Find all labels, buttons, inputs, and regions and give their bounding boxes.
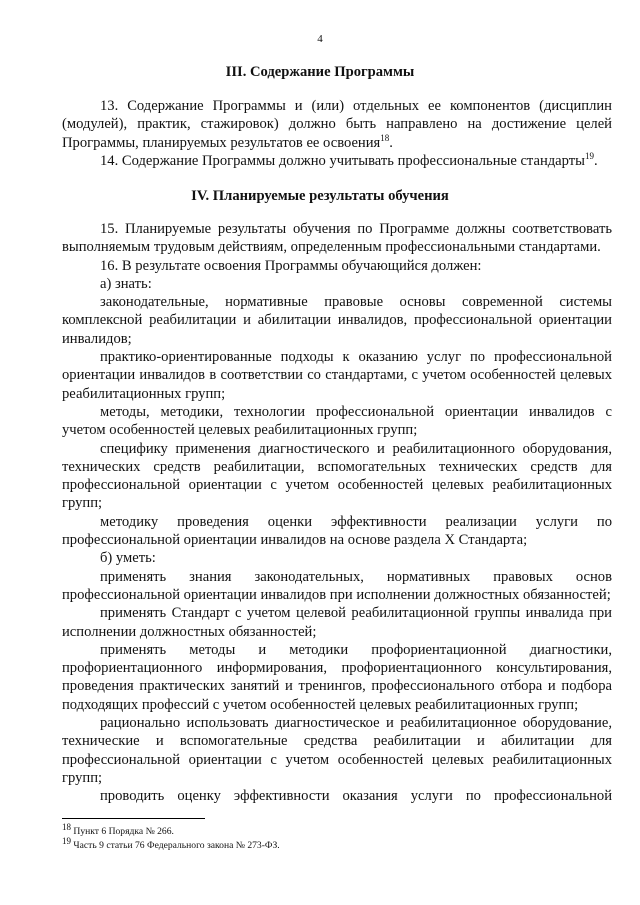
paragraph-15: 15. Планируемые результаты обучения по Программе должны соответствовать выполняемым трудовым действиям, определенным профессиональными стандартами. — [62, 221, 612, 256]
page-number: 4 — [317, 33, 323, 45]
paragraph-14-text: 14. Содержание Программы должно учитывать профессиональные стандарты — [100, 152, 585, 169]
paragraph-13-end: . — [389, 134, 393, 151]
footnote-ref-19: 19 — [584, 151, 594, 162]
skill-item: рационально использовать диагностическое и реабилитационное оборудование, технические и вспомогательные средства реабилитации и абилитации для профессиональной ориентации с учетом особенностей целевых реабилитационных групп; — [62, 715, 612, 786]
section-heading-iv: IV. Планируемые результаты обучения — [191, 188, 449, 204]
know-item: специфику применения диагностического и реабилитационного оборудования, технических средств реабилитации, вспомогательных технических средств для профессиональной ориентации с учетом особенностей целевых реабилитационных групп; — [62, 440, 612, 512]
paragraph-14 — [62, 152, 612, 170]
know-item: практико-ориентированные подходы к оказанию услуг по профессиональной ориентации инвалидов в соответствии со стандартами, с учетом особенностей целевых реабилитационных групп; — [62, 349, 612, 402]
footnote-number: 18 — [62, 821, 71, 832]
footnote-text: Пункт 6 Порядка № 266. — [73, 826, 174, 837]
section-iii-body — [62, 97, 612, 170]
list-heading-skills: б) уметь: — [100, 550, 156, 567]
know-item: методику проведения оценки эффективности реализации услуги по профессиональной ориентации инвалидов на основе раздела X Стандарта; — [62, 513, 612, 549]
know-item: методы, методики, технологии профессиональной ориентации инвалидов с учетом особенностей целевых реабилитационных групп; — [62, 403, 612, 439]
footnote-number: 19 — [62, 835, 71, 846]
skill-item: проводить оценку эффективности оказания услуги по профессиональной — [100, 788, 612, 805]
paragraph-14-end: . — [593, 152, 598, 169]
paragraph-16: 16. В результате освоения Программы обучающийся должен: — [100, 257, 482, 274]
footnote-19 — [62, 835, 280, 852]
skill-item: применять Стандарт с учетом целевой реабилитационной группы инвалида при исполнении должностных обязанностей; — [62, 605, 612, 640]
footnote-ref-18: 18 — [380, 132, 390, 143]
footnote-18 — [62, 821, 174, 838]
list-heading-know: а) знать: — [100, 275, 152, 292]
know-item: законодательные, нормативные правовые основы современной системы комплексной реабилитации и абилитации инвалидов, профессиональной ориентации инвалидов; — [62, 294, 612, 347]
paragraph-13 — [62, 97, 612, 152]
section-heading-iii: III. Содержание Программы — [225, 64, 415, 80]
paragraph-13-text: 13. Содержание Программы и (или) отдельных ее компонентов (дисциплин (модулей), практик, стажировок) должно быть направлено на достижение целей Программы, планируемых результатов ее освоения — [62, 98, 612, 151]
skill-item: применять знания законодательных, нормативных правовых основ профессиональной ориентации инвалидов при исполнении должностных обязанностей; — [62, 568, 612, 603]
section-iv-body — [62, 220, 612, 806]
skill-item: применять методы и методики профориентационной диагностики, профориентационного информирования, профориентационного консультирования, проведения практических занятий и тренингов, профессионального отбора и подбора подходящих профессий с учетом особенностей целевых реабилитационных групп; — [62, 641, 612, 713]
footnote-text: Часть 9 статьи 76 Федерального закона № 273-ФЗ. — [73, 840, 280, 851]
footnote-separator — [62, 818, 205, 819]
